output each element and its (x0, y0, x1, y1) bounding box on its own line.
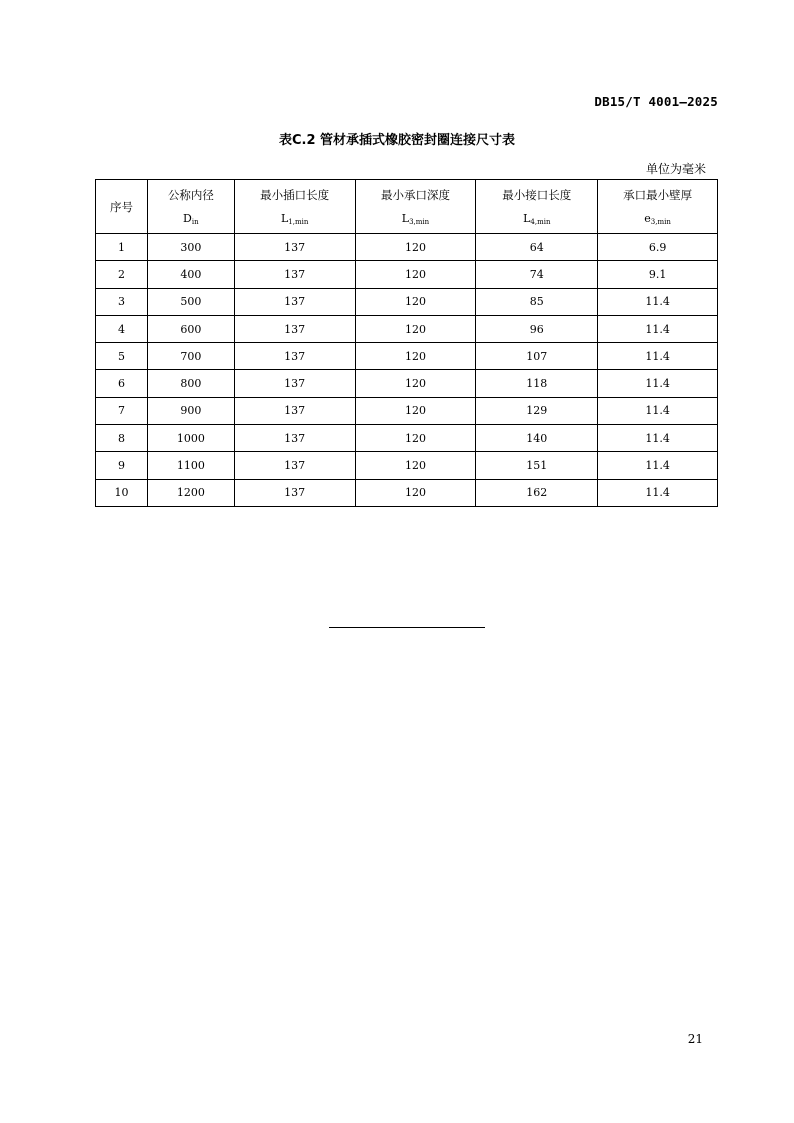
table-cell: 3 (96, 288, 148, 315)
table-cell: 137 (234, 261, 355, 288)
table-cell: 1100 (147, 452, 234, 479)
header-min-spigot-length: 最小插口长度 $L_{1,min}$ (234, 180, 355, 234)
table-cell: 120 (355, 479, 476, 506)
table-cell: 5 (96, 343, 148, 370)
table-cell: 7 (96, 397, 148, 424)
table-row (96, 425, 718, 452)
table-cell: 120 (355, 425, 476, 452)
header-min-joint-length: 最小接口长度 $L_{4,min}$ (476, 180, 598, 234)
table-cell: 120 (355, 234, 476, 261)
table-cell: 120 (355, 397, 476, 424)
table-cell: 118 (476, 370, 598, 397)
header-min-socket-wall-thickness: 承口最小壁厚 $e_{3,min}$ (598, 180, 718, 234)
table-cell: 11.4 (598, 425, 718, 452)
table-cell: 6 (96, 370, 148, 397)
table-cell: 11.4 (598, 452, 718, 479)
table-cell: 11.4 (598, 479, 718, 506)
table-cell: 140 (476, 425, 598, 452)
table-cell: 300 (147, 234, 234, 261)
table-cell: 1000 (147, 425, 234, 452)
table-cell: 700 (147, 343, 234, 370)
header-nominal-inner-diameter: 公称内径 $D_{in}$ (147, 180, 234, 234)
table-cell: 137 (234, 370, 355, 397)
table-cell: 9.1 (598, 261, 718, 288)
table-cell: 137 (234, 397, 355, 424)
table-cell: 120 (355, 343, 476, 370)
table-cell: 137 (234, 425, 355, 452)
table-cell: 900 (147, 397, 234, 424)
table-row (96, 234, 718, 261)
table-cell: 800 (147, 370, 234, 397)
table-cell: 137 (234, 343, 355, 370)
table-cell: 137 (234, 315, 355, 342)
table-cell: 85 (476, 288, 598, 315)
table-cell: 120 (355, 370, 476, 397)
table-cell: 8 (96, 425, 148, 452)
table-cell: 129 (476, 397, 598, 424)
table-row (96, 479, 718, 506)
table-cell: 11.4 (598, 288, 718, 315)
table-cell: 11.4 (598, 315, 718, 342)
table-row (96, 315, 718, 342)
table-cell: 96 (476, 315, 598, 342)
header-index: 序号 (96, 180, 148, 234)
table-cell: 6.9 (598, 234, 718, 261)
table-cell: 120 (355, 261, 476, 288)
table-cell: 11.4 (598, 343, 718, 370)
table-cell: 500 (147, 288, 234, 315)
table-cell: 400 (147, 261, 234, 288)
table-cell: 1 (96, 234, 148, 261)
table-cell: 162 (476, 479, 598, 506)
table-cell: 120 (355, 452, 476, 479)
page-number: 21 (687, 1032, 703, 1046)
table-cell: 74 (476, 261, 598, 288)
table-cell: 1200 (147, 479, 234, 506)
table-cell: 4 (96, 315, 148, 342)
table-cell: 64 (476, 234, 598, 261)
table-row (96, 397, 718, 424)
unit-note: 单位为毫米 (645, 162, 706, 176)
dimensions-table (95, 179, 718, 507)
table-cell: 151 (476, 452, 598, 479)
table-cell: 107 (476, 343, 598, 370)
table-cell: 600 (147, 315, 234, 342)
end-of-standard-rule (329, 627, 485, 628)
table-cell: 137 (234, 452, 355, 479)
table-cell: 10 (96, 479, 148, 506)
table-cell: 137 (234, 234, 355, 261)
table-row (96, 370, 718, 397)
table-title: 表C.2 管材承插式橡胶密封圈连接尺寸表 (278, 133, 516, 148)
table-cell: 120 (355, 288, 476, 315)
table-cell: 137 (234, 479, 355, 506)
table-cell: 120 (355, 315, 476, 342)
header-min-socket-depth: 最小承口深度 $L_{3,min}$ (355, 180, 476, 234)
table-cell: 11.4 (598, 370, 718, 397)
table-row (96, 261, 718, 288)
table-row (96, 343, 718, 370)
table-cell: 137 (234, 288, 355, 315)
table-cell: 11.4 (598, 397, 718, 424)
table-row (96, 452, 718, 479)
table-header-row (96, 180, 718, 234)
table-cell: 2 (96, 261, 148, 288)
table-row (96, 288, 718, 315)
table-cell: 9 (96, 452, 148, 479)
document-code: DB15/T 4001—2025 (594, 94, 718, 109)
